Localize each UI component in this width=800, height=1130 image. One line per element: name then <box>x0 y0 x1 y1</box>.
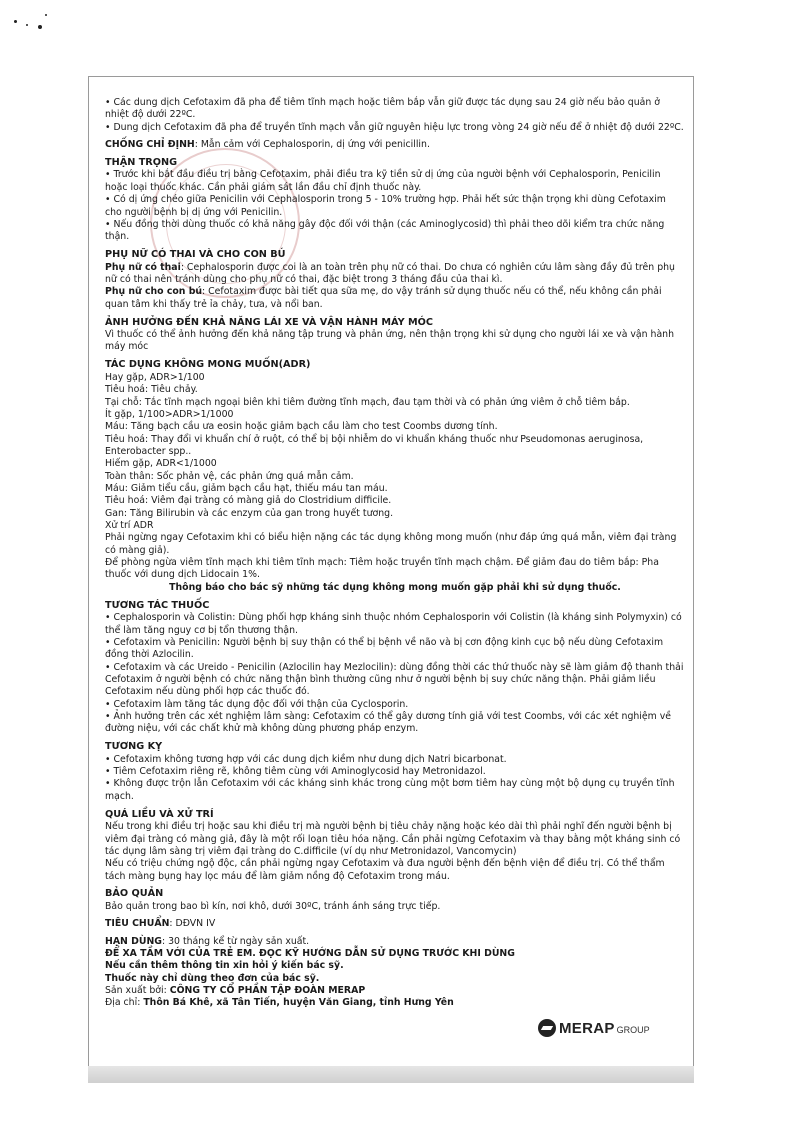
paragraph-text: Thôn Bá Khê, xã Tân Tiến, huyện Văn Giang, tỉnh Hưng Yên <box>143 997 454 1009</box>
section-heading: TƯƠNG TÁC THUỐC <box>105 599 210 611</box>
warning-line: ĐỂ XA TẦM VỚI CỦA TRẺ EM. ĐỌC KỸ HƯỚNG DẪN SỬ DỤNG TRƯỚC KHI DÙNG <box>105 948 515 959</box>
section-heading: TƯƠNG KỴ <box>105 741 163 753</box>
labeled-paragraph <box>105 918 685 930</box>
section-heading: QUÁ LIỀU VÀ XỬ TRÍ <box>105 808 214 820</box>
labeled-paragraph <box>105 985 685 997</box>
warning-line: Nếu cần thêm thông tin xin hỏi ý kiến bác sỹ. <box>105 960 344 972</box>
body-paragraph: • Các dung dịch Cefotaxim đã pha để tiêm tĩnh mạch hoặc tiêm bắp vẫn giữ được tác dụng sau 24 giờ nếu bảo quản ở nhiệt độ dưới 22ºC. <box>105 97 660 121</box>
body-paragraph: Tiêu hoá: Tiêu chảy. <box>105 384 198 396</box>
logo-suffix: GROUP <box>616 1025 650 1035</box>
labeled-paragraph <box>105 286 685 311</box>
paragraph-text: : Mẫn cảm với Cephalosporin, dị ứng với penicillin. <box>194 139 430 151</box>
body-paragraph: Để phòng ngừa viêm tĩnh mạch khi tiêm tĩnh mạch: Tiêm hoặc truyền tĩnh mạch chậm. Để giảm đau do tiêm bắp: Pha thuốc với dung dịch Lidocain 1%. <box>105 557 659 581</box>
paragraph-text: : DĐVN IV <box>169 918 216 930</box>
body-paragraph: Phải ngừng ngay Cefotaxim khi có biểu hiện nặng các tác dụng không mong muốn (như đáp ứng quá mẫn, viêm đại tràng có màng giả). <box>105 532 677 556</box>
body-paragraph: • Cefotaxim và Penicilin: Người bệnh bị suy thận có thể bị bệnh về não và bị cơn động kinh cục bộ nếu dùng Cefotaxim đồng thời Azlocilin. <box>105 636 664 661</box>
labeled-paragraph <box>105 997 685 1009</box>
paragraph-label: Địa chỉ: <box>105 997 144 1009</box>
body-paragraph: Tại chỗ: Tắc tĩnh mạch ngoại biên khi tiêm đường tĩnh mạch, đau tạm thời và có phản ứng viêm ở chỗ tiêm bắp. <box>105 396 630 408</box>
labeled-paragraph <box>105 262 685 287</box>
labeled-paragraph <box>105 139 685 151</box>
body-paragraph: • Cephalosporin và Colistin: Dùng phối hợp kháng sinh thuộc nhóm Cephalosporin với Colistin (là kháng sinh Polymyxin) có thể làm tăng nguy cơ bị tổn thương thận. <box>105 612 682 636</box>
body-paragraph: Tiêu hoá: Viêm đại tràng có màng giả do Clostridium difficile. <box>105 495 392 507</box>
paragraph-text: CÔNG TY CỔ PHẦN TẬP ĐOÀN MERAP <box>169 985 366 997</box>
body-paragraph: Tiêu hoá: Thay đổi vi khuẩn chí ở ruột, có thể bị bội nhiễm do vi khuẩn kháng thuốc như Pseudomonas aeruginosa, Enterobacter spp.. <box>105 433 644 457</box>
section-heading: ẢNH HƯỞNG ĐẾN KHẢ NĂNG LÁI XE VÀ VẬN HÀNH MÁY MÓC <box>105 316 433 328</box>
body-paragraph: Máu: Giảm tiểu cầu, giảm bạch cầu hạt, thiếu máu tan máu. <box>105 482 388 494</box>
merap-logo <box>538 1018 650 1038</box>
body-paragraph: Hay gặp, ADR>1/100 <box>105 371 205 383</box>
body-paragraph: Bảo quản trong bao bì kín, nơi khô, dưới 30ºC, tránh ánh sáng trực tiếp. <box>105 900 441 912</box>
merap-logo-icon <box>538 1019 556 1037</box>
paragraph-label: Sản xuất bởi: <box>105 985 170 997</box>
section-heading: TÁC DỤNG KHÔNG MONG MUỐN(ADR) <box>105 359 311 371</box>
paragraph-text: : Cefotaxim được bài tiết qua sữa mẹ, do vậy tránh sử dụng thuốc nếu có thể, nếu không cần phải quan tâm khi thấy trẻ ỉa chảy, tưa, và nổi ban. <box>105 286 662 310</box>
body-paragraph: Nếu trong khi điều trị hoặc sau khi điều trị mà người bệnh bị tiêu chảy nặng hoặc kéo dài thì phải nghĩ đến người bệnh bị viêm đại tràng có màng giả, đây là một rối loạn tiêu hóa nặng. Cần phải ngừng Cefotaxim và thay bằng một kháng sinh có tác dụng lâm sàng trị viêm đại tràng do C.difficile (ví dụ như Metronidazol, Vancomycin) <box>105 821 681 857</box>
warning-line: Thuốc này chỉ dùng theo đơn của bác sỹ. <box>105 972 320 984</box>
body-paragraph: Toàn thân: Sốc phản vệ, các phản ứng quá mẫn cảm. <box>105 470 354 482</box>
logo-name: MERAP <box>559 1019 615 1037</box>
body-paragraph: Xử trí ADR <box>105 520 154 531</box>
paragraph-label: Phụ nữ có thai <box>105 261 181 273</box>
body-paragraph: Vì thuốc có thể ảnh hưởng đến khả năng tập trung và phản ứng, nên thận trọng khi sử dụng cho người lái xe và vận hành máy móc <box>105 329 675 353</box>
scan-specks <box>12 14 52 34</box>
body-paragraph: Máu: Tăng bạch cầu ưa eosin hoặc giảm bạch cầu làm cho test Coombs dương tính. <box>105 421 498 433</box>
notice-line: Thông báo cho bác sỹ những tác dụng không mong muốn gặp phải khi sử dụng thuốc. <box>169 581 621 593</box>
document-body <box>105 97 685 1010</box>
section-heading: THẬN TRỌNG <box>105 156 178 168</box>
body-paragraph: Hiếm gặp, ADR<1/1000 <box>105 458 217 470</box>
body-paragraph: • Có dị ứng chéo giữa Penicilin với Cephalosporin trong 5 - 10% trường hợp. Phải hết sức thận trọng khi dùng Cefotaxim cho người bệnh bị dị ứng với Penicilin. <box>105 194 666 218</box>
body-paragraph: • Cefotaxim không tương hợp với các dung dịch kiềm như dung dịch Natri bicarbonat. <box>105 753 507 765</box>
body-paragraph: • Nếu đồng thời dùng thuốc có khả năng gây độc đối với thận (các Aminoglycosid) thì phải theo dõi kiểm tra chức năng thận. <box>105 218 665 243</box>
paragraph-label: Phụ nữ cho con bú <box>105 286 203 298</box>
body-paragraph: • Dung dịch Cefotaxim đã pha để truyền tĩnh mạch vẫn giữ nguyên hiệu lực trong vòng 24 giờ nếu để ở nhiệt độ dưới 22ºC. <box>105 121 684 133</box>
paragraph-text: : Cephalosporin được coi là an toàn trên phụ nữ có thai. Do chưa có nghiên cứu lâm sàng đầy đủ trên phụ nữ có thai nên tránh dùng cho phụ nữ có thai, đặc biệt trong 3 tháng đầu của thai kì. <box>105 261 675 285</box>
body-paragraph: • Cefotaxim làm tăng tác dụng độc đối với thận của Cyclosporin. <box>105 698 409 710</box>
body-paragraph: • Ảnh hưởng trên các xét nghiệm lâm sàng: Cefotaxim có thể gây dương tính giả với test Coombs, với các xét nghiệm về đường niệu, với các chất khử mà không dùng phương pháp enzym. <box>105 710 671 735</box>
body-paragraph: • Cefotaxim và các Ureido - Penicilin (Azlocilin hay Mezlocilin): dùng đồng thời các thứ thuốc này sẽ làm giảm độ thanh thải Cefotaxim ở người bệnh có chức năng thận bình thường cũng như ở người bệnh bị suy chức năng thận. Phải giảm liều Cefotaxim nếu dùng phối hợp các thuốc đó. <box>105 661 684 698</box>
paragraph-label: HẠN DÙNG <box>105 935 162 947</box>
body-paragraph: Nếu có triệu chứng ngộ độc, cần phải ngừng ngay Cefotaxim và đưa người bệnh đến bệnh viện để điều trị. Có thể thẩm tách màng bụng hay lọc máu để làm giảm nồng độ Cefotaxim trong máu. <box>105 858 665 882</box>
body-paragraph: • Trước khi bắt đầu điều trị bằng Cefotaxim, phải điều tra kỹ tiền sử dị ứng của người bệnh với Cephalosporin, Penicilin hoặc loại thuốc khác. Cần phải giám sát lần đầu chỉ định thuốc này. <box>105 169 661 193</box>
section-heading: BẢO QUẢN <box>105 888 164 900</box>
labeled-paragraph <box>105 936 685 948</box>
body-paragraph: Ít gặp, 1/100>ADR>1/1000 <box>105 408 234 420</box>
body-paragraph: • Tiêm Cefotaxim riêng rẽ, không tiêm cùng với Aminoglycosid hay Metronidazol. <box>105 766 486 778</box>
section-heading: PHỤ NỮ CÓ THAI VÀ CHO CON BÚ <box>105 249 286 261</box>
paragraph-label: CHỐNG CHỈ ĐỊNH <box>105 139 195 151</box>
paragraph-label: TIÊU CHUẨN <box>105 918 170 930</box>
body-paragraph: Gan: Tăng Bilirubin và các enzym của gan trong huyết tương. <box>105 507 394 519</box>
body-paragraph: • Không được trộn lẫn Cefotaxim với các kháng sinh khác trong cùng một bơm tiêm hay cùng một bộ dụng cụ truyền tĩnh mạch. <box>105 778 675 802</box>
paragraph-text: : 30 tháng kể từ ngày sản xuất. <box>161 935 310 947</box>
sheet-bottom-edge <box>88 1066 694 1083</box>
